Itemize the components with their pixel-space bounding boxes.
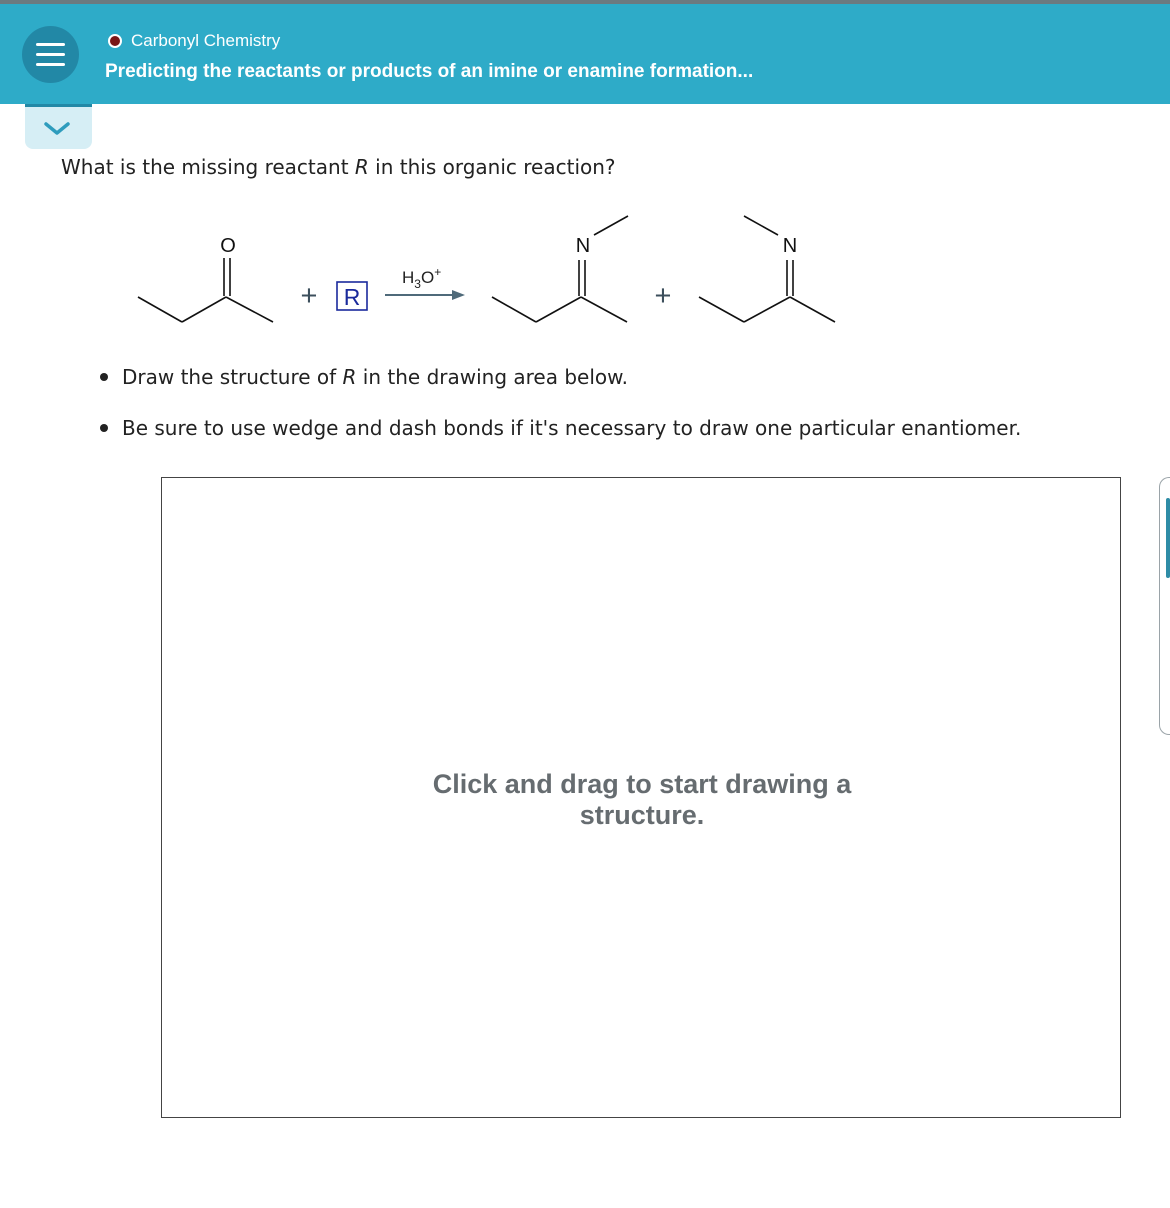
topic-label: Carbonyl Chemistry [131,31,281,50]
reactant-atom-label: O [220,235,236,257]
reactant-molecule [138,258,273,322]
bullet-icon [100,424,108,432]
canvas-prompt: Click and drag to start drawing a structure. [432,769,852,830]
page-title: Predicting the reactants or products of an imine or enamine formation... [105,61,754,82]
bullet-icon [100,373,108,381]
question-text: What is the missing reactant R in this organic reaction? [61,155,616,179]
side-panel-handle[interactable] [1159,477,1170,735]
plus-sign-2: + [654,280,672,312]
menu-button[interactable] [22,26,79,83]
instruction-2: Be sure to use wedge and dash bonds if it's necessary to draw one particular enantiomer. [100,416,1021,440]
chevron-down-icon [25,107,92,152]
topic-status-dot [108,34,122,48]
header-bar [0,4,1170,104]
instruction-1: Draw the structure of R in the drawing area below. [100,365,628,389]
expand-button[interactable] [25,104,92,149]
reaction-scheme [120,205,860,335]
product-2-atom-label: N [782,235,798,257]
plus-sign-1: + [300,280,318,312]
drawing-canvas[interactable] [161,477,1121,1118]
product-2-molecule [699,216,835,322]
product-1-molecule [492,216,628,322]
topic-row [108,30,280,52]
reaction-arrow [385,290,465,300]
product-1-atom-label: N [575,235,591,257]
question-variable: R [354,155,369,179]
unknown-reactant-label: R [343,284,361,310]
reagent-label: $H_3O^+$ [402,265,442,291]
unknown-reactant-box [337,282,367,310]
hamburger-icon [36,43,65,46]
